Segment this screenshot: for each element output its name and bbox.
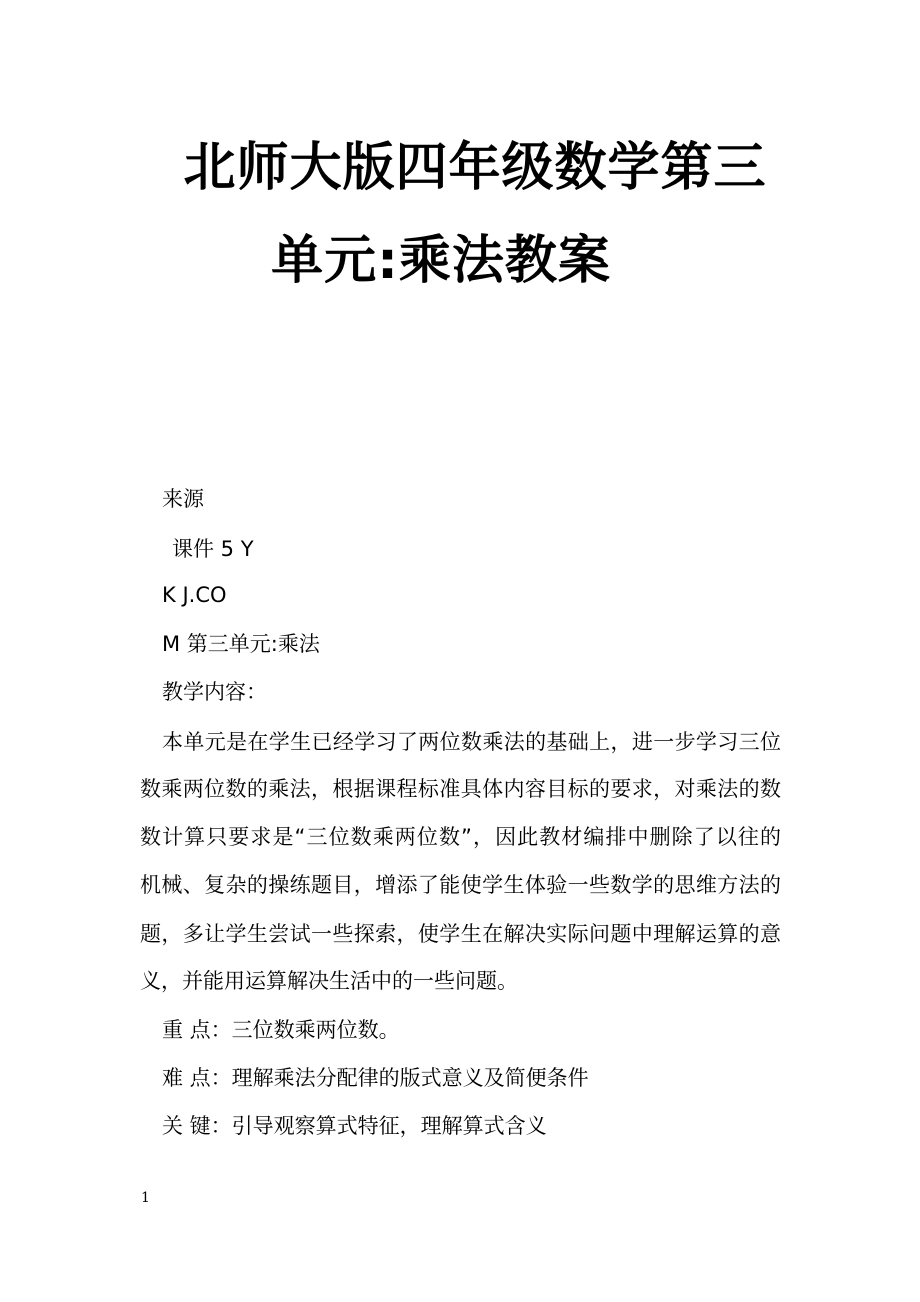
paragraph-line: 机械、复杂的操练题目，增添了能使学生体验一些数学的思维方法的 [140,873,781,897]
source-label: 来源 [162,487,204,511]
source-line-site: K J.CO [162,583,227,607]
key-point: 重 点：三位数乘两位数。 [162,1018,400,1042]
teaching-content-heading: 教学内容： [162,680,267,704]
document-title-line-1: 北师大版四年级数学第三 [183,138,767,198]
paragraph-line: 题，多让学生尝试一些探索，使学生在解决实际问题中理解运算的意 [140,922,781,946]
page-number: 1 [141,1190,150,1206]
source-line-courseware: 课件 5 Y [172,537,254,561]
document-title-line-2: 单元:乘法教案 [271,231,611,291]
unit-line: M 第三单元:乘法 [162,632,320,656]
paragraph-line: 数乘两位数的乘法，根据课程标准具体内容目标的要求，对乘法的数 [140,777,781,801]
paragraph-line: 本单元是在学生已经学习了两位数乘法的基础上，进一步学习三位 [162,730,781,754]
difficult-point: 难 点：理解乘法分配律的版式意义及简便条件 [162,1066,589,1090]
paragraph-line: 义，并能用运算解决生活中的一些问题。 [140,969,518,993]
paragraph-line: 数计算只要求是“三位数乘两位数”，因此教材编排中删除了以往的 [140,825,781,849]
crux-point: 关 键：引导观察算式特征，理解算式含义 [162,1114,547,1138]
